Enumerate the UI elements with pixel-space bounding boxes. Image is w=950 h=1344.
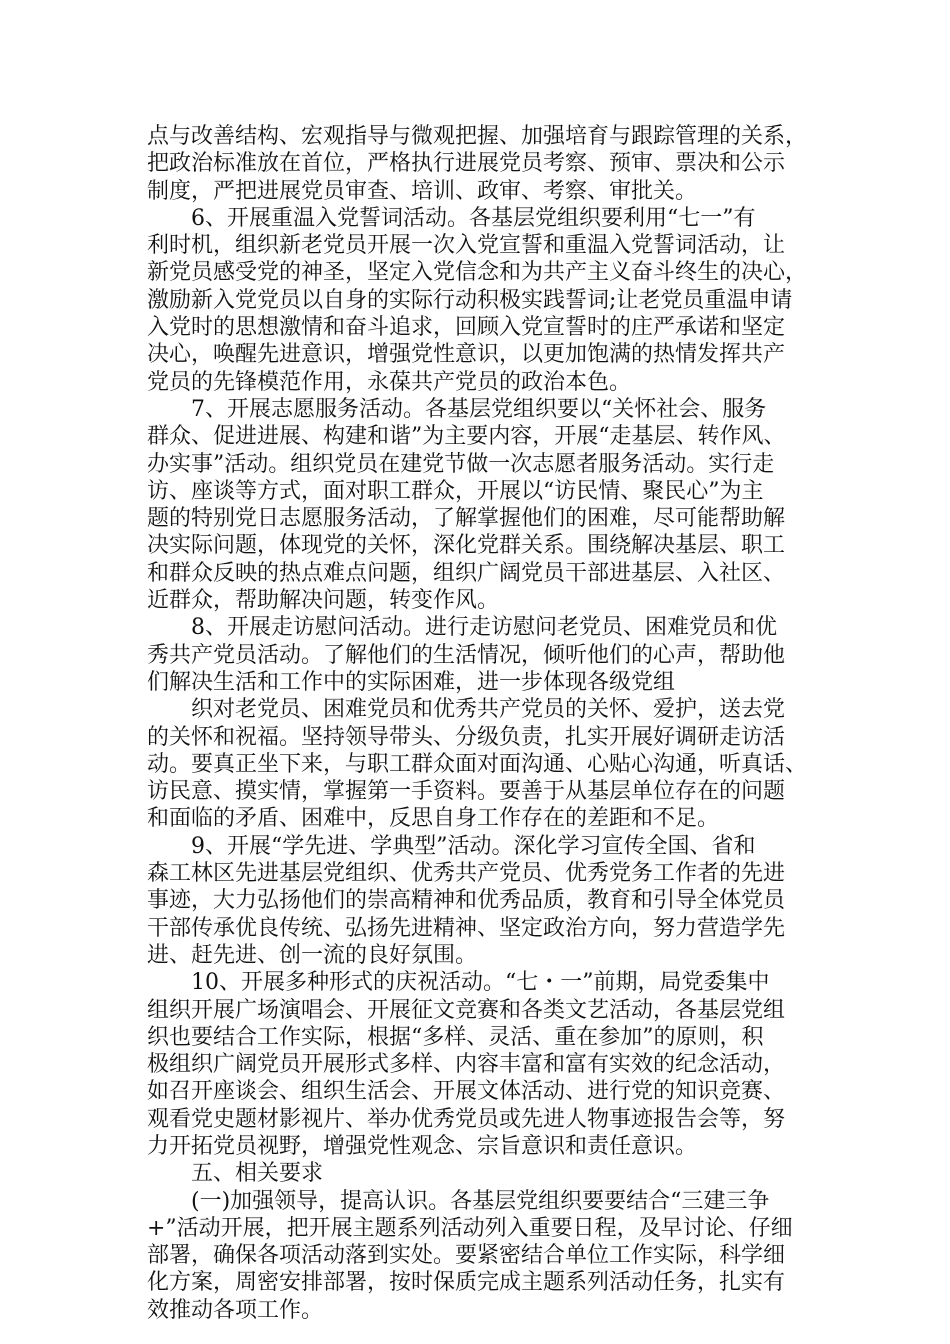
text-line: 织也要结合工作实际，根据“多样、灵活、重在参加”的原则，积	[147, 1024, 764, 1050]
text-line: 决实际问题，体现党的关怀，深化党群关系。围绕解决基层、职工	[147, 533, 786, 559]
text-line: 动。要真正坐下来，与职工群众面对面沟通、心贴心沟通，听真话、	[147, 751, 808, 777]
text-line: 森工林区先进基层党组织、优秀共产党员、优秀党务工作者的先进	[147, 861, 786, 887]
text-line: 把政治标准放在首位，严格执行进展党员考察、预审、票决和公示	[147, 151, 786, 177]
text-line: 制度，严把进展党员审查、培训、政审、考察、审批关。	[147, 178, 698, 204]
document-body	[147, 123, 825, 1324]
text-line: 极组织广阔党员开展形式多样、内容丰富和富有实效的纪念活动，	[147, 1052, 786, 1078]
text-line: 进、赶先进、创一流的良好氛围。	[147, 942, 478, 968]
text-line: 事迹，大力弘扬他们的崇高精神和优秀品质，教育和引导全体党员	[147, 888, 786, 914]
text-line: 利时机，组织新老党员开展一次入党宣誓和重温入党誓词活动，让	[147, 233, 786, 259]
text-line: +”活动开展，把开展主题系列活动列入重要日程，及早讨论、仔细	[147, 1215, 793, 1241]
text-line: 党员的先锋模范作用，永葆共产党员的政治本色。	[147, 369, 632, 395]
text-line: 组织开展广场演唱会、开展征文竞赛和各类文艺活动，各基层党组	[147, 997, 786, 1023]
text-line: 10、开展多种形式的庆祝活动。“七・一”前期，局党委集中	[191, 970, 770, 996]
text-line: 入党时的思想激情和奋斗追求，回顾入党宣誓时的庄严承诺和坚定	[147, 315, 786, 341]
text-line: 访、座谈等方式，面对职工群众，开展以“访民情、聚民心”为主	[147, 478, 764, 504]
text-line: 7、开展志愿服务活动。各基层党组织要以“关怀社会、服务	[191, 396, 767, 422]
text-line: 点与改善结构、宏观指导与微观把握、加强培育与跟踪管理的关系，	[147, 124, 808, 149]
text-line: 和群众反映的热点难点问题，组织广阔党员干部进基层、入社区、	[147, 560, 786, 586]
text-line: 观看党史题材影视片、举办优秀党员或先进人物事迹报告会等，努	[147, 1106, 786, 1132]
text-line: 群众、促进进展、构建和谐”为主要内容，开展“走基层、转作风、	[147, 424, 786, 450]
text-line: 激励新入党党员以自身的实际行动积极实践誓词;让老党员重温申请	[147, 287, 793, 313]
text-line: 新党员感受党的神圣，坚定入党信念和为共产主义奋斗终生的决心，	[147, 260, 808, 286]
text-line: 题的特别党日志愿服务活动，了解掌握他们的困难，尽可能帮助解	[147, 506, 786, 532]
text-line: 们解决生活和工作中的实际困难，进一步体现各级党组	[147, 669, 676, 695]
text-line: 办实事”活动。组织党员在建党节做一次志愿者服务活动。实行走	[147, 451, 775, 477]
text-line: 8、开展走访慰问活动。进行走访慰问老党员、困难党员和优	[191, 615, 777, 641]
text-line: 和面临的矛盾、困难中，反思自身工作存在的差距和不足。	[147, 806, 720, 832]
text-line: 9、开展“学先进、学典型”活动。深化学习宣传全国、省和	[191, 833, 756, 859]
text-line: 决心，唤醒先进意识，增强党性意识，以更加饱满的热情发挥共产	[147, 342, 786, 368]
text-line: 力开拓党员视野，增强党性观念、宗旨意识和责任意识。	[147, 1133, 698, 1159]
text-line: 五、相关要求	[191, 1161, 324, 1187]
text-line: 近群众，帮助解决问题，转变作风。	[147, 588, 500, 614]
text-line: 访民意、摸实情，掌握第一手资料。要善于从基层单位存在的问题	[147, 779, 786, 805]
text-line: 秀共产党员活动。了解他们的生活情况，倾听他们的心声，帮助他	[147, 642, 786, 668]
text-line: 的关怀和祝福。坚持领导带头、分级负责，扎实开展好调研走访活	[147, 724, 786, 750]
text-line: 效推动各项工作。	[147, 1297, 324, 1323]
text-line: 部署，确保各项活动落到实处。要紧密结合单位工作实际，科学细	[147, 1243, 786, 1269]
text-line: 如召开座谈会、组织生活会、开展文体活动、进行党的知识竞赛、	[147, 1079, 786, 1105]
text-line: (一)加强领导，提高认识。各基层党组织要要结合“三建三争	[191, 1188, 770, 1214]
text-line: 干部传承优良传统、弘扬先进精神、坚定政治方向，努力营造学先	[147, 915, 786, 941]
text-line: 化方案，周密安排部署，按时保质完成主题系列活动任务，扎实有	[147, 1270, 786, 1296]
text-line: 织对老党员、困难党员和优秀共产党员的关怀、爱护，送去党	[191, 697, 786, 723]
text-line: 6、开展重温入党誓词活动。各基层党组织要利用“七一”有	[191, 205, 756, 231]
